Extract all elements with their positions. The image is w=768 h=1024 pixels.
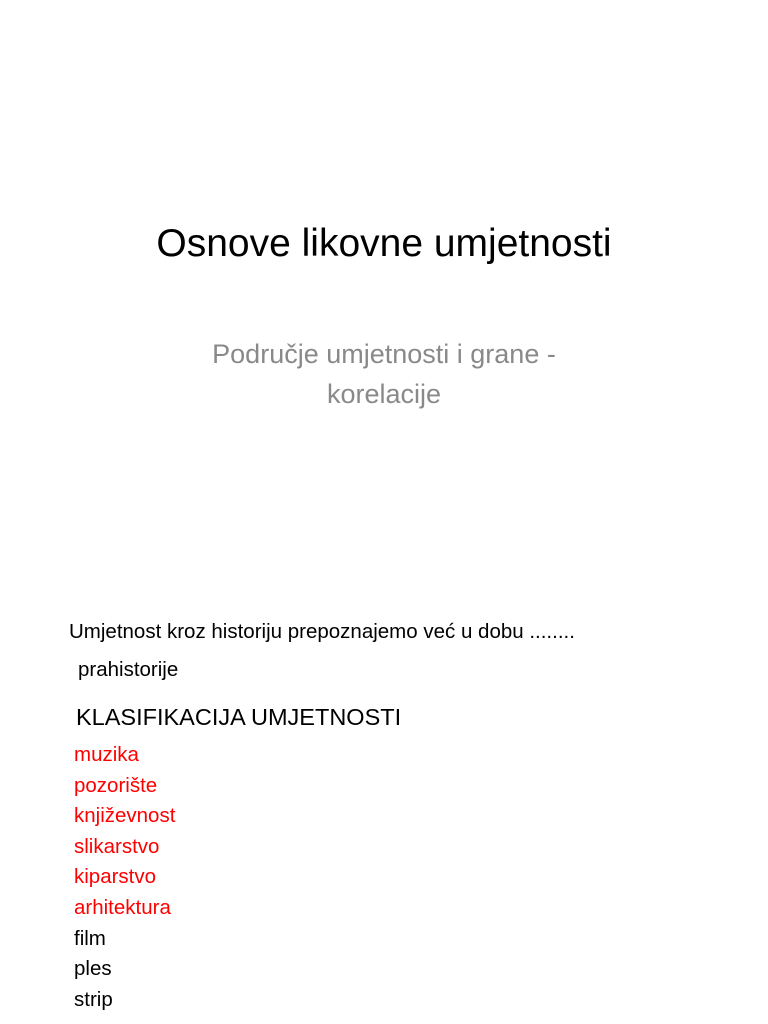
list-item-muzika: muzika xyxy=(74,743,139,766)
slide-title: Osnove likovne umjetnosti xyxy=(156,222,612,265)
list-item-ples: ples xyxy=(74,957,112,981)
subtitle-line: Područje umjetnosti i grane - xyxy=(212,339,556,369)
list-item-pozoriste: pozorište xyxy=(74,773,158,797)
subtitle-line: korelacije xyxy=(326,379,442,409)
list-item-strip: strip xyxy=(74,987,113,1011)
art-branches-list xyxy=(74,740,175,1015)
list-item-knjizevnost: književnost xyxy=(74,804,176,828)
answer-text: prahistorije xyxy=(78,658,179,681)
list-item-film: film xyxy=(74,926,106,950)
classification-heading: KLASIFIKACIJA UMJETNOSTI xyxy=(76,704,402,730)
slide-subtitle xyxy=(134,334,634,414)
list-item-arhitektura: arhitektura xyxy=(74,895,171,919)
list-item-kiparstvo: kiparstvo xyxy=(74,865,157,889)
intro-text: Umjetnost kroz historiju prepoznajemo već u dobu ........ xyxy=(69,620,575,643)
list-item-slikarstvo: slikarstvo xyxy=(74,834,160,858)
